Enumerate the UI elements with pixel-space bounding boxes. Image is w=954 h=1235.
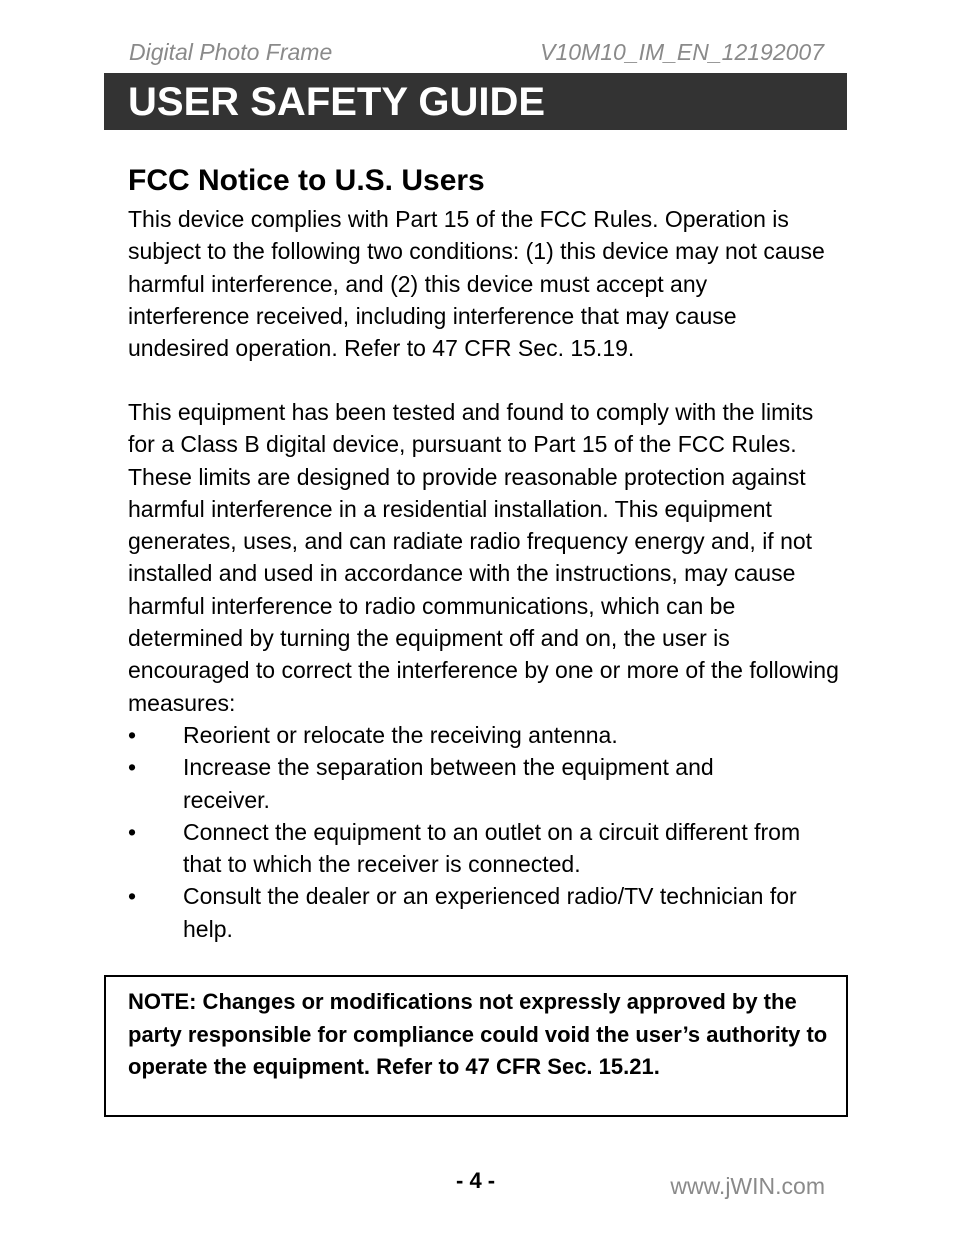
- header-document-code: V10M10_IM_EN_12192007: [540, 39, 824, 65]
- bullet-icon: •: [128, 818, 137, 845]
- list-item: [128, 751, 803, 816]
- fcc-paragraph-class-b: This equipment has been tested and found to comply with the limits for a Class B digital device, pursuant to Part 15 of the FCC Rules. These limits are designed to provide reasonable protection against harmful interference in a residential installation. This equipment generates, uses, and can radiate radio frequency energy and, if not installed and used in accordance with the instructions, may cause harmful interference to radio communications, which can be determined by turning the equipment off and on, the user is encouraged to correct the interference by one or more of the following measures:: [128, 399, 839, 716]
- list-item: [128, 719, 803, 751]
- website-link[interactable]: www.jWIN.com: [670, 1173, 825, 1199]
- bullet-icon: •: [128, 754, 137, 781]
- section-heading: FCC Notice to U.S. Users: [128, 164, 485, 197]
- header-product-name: Digital Photo Frame: [129, 39, 333, 65]
- note-box: [104, 975, 848, 1117]
- page-number: - 4 -: [456, 1168, 496, 1193]
- fcc-paragraph-compliance: This device complies with Part 15 of the FCC Rules. Operation is subject to the following two conditions: (1) this device may not cause harmful interference, and (2) this device must accept any interference received, including interference that may cause undesired operation. Refer to 47 CFR Sec. 15.19.: [128, 206, 825, 362]
- note-text: NOTE: Changes or modifications not expressly approved by the party responsible for compliance could void the user’s authority to operate the equipment. Refer to 47 CFR Sec. 15.21.: [128, 989, 828, 1079]
- list-item: [128, 816, 803, 881]
- bullet-icon: •: [128, 722, 137, 748]
- list-item-text: Reorient or relocate the receiving antenna.: [183, 722, 618, 748]
- list-item-text: Connect the equipment to an outlet on a circuit different from that to which the receiver is connected.: [183, 818, 801, 878]
- list-item-text: Increase the separation between the equipment and receiver.: [183, 754, 714, 813]
- title-bar: [104, 73, 847, 130]
- list-item: [128, 880, 803, 945]
- list-item-text: Consult the dealer or an experienced radio/TV technician for help.: [183, 883, 797, 942]
- bullet-icon: •: [128, 883, 137, 910]
- page-title: USER SAFETY GUIDE: [128, 80, 546, 124]
- measures-list: [128, 719, 828, 945]
